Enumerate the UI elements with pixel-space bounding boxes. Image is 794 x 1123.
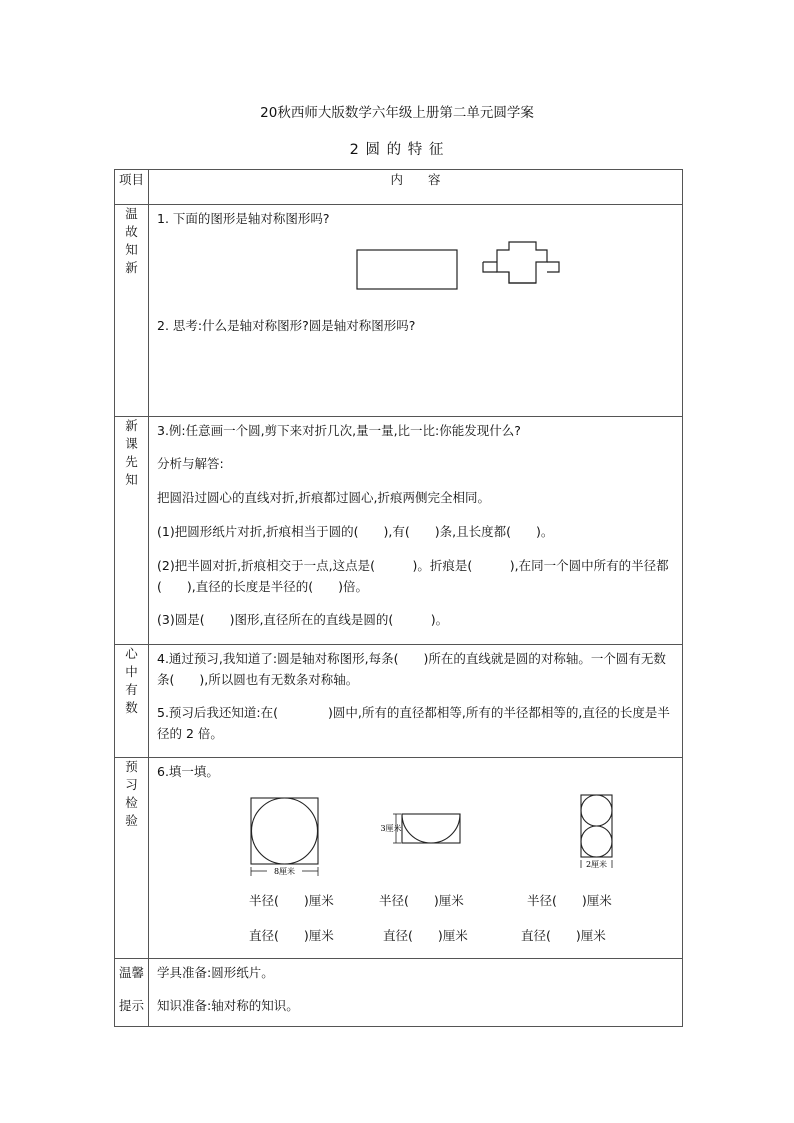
knowledge-prep: 知识准备:轴对称的知识。 [157,998,299,1013]
cross-figure-right-arm [547,262,559,272]
new-lesson-content-cell [149,417,683,645]
preview-test-row [115,758,683,959]
preview-test-label-cell [115,758,149,959]
fig3-dimension-label: 2厘米 [585,860,608,869]
figure-square-circle [251,798,318,876]
review-row [115,205,683,417]
fig2-dimension-label: 3厘米 [380,824,402,833]
fig1-radius-blank: 半径( )厘米 [249,893,334,908]
fig3-diameter-blank: 直径( )厘米 [521,928,606,943]
new-lesson-label-cell [115,417,149,645]
fig2-diameter-blank: 直径( )厘米 [383,928,468,943]
new-lesson-row [115,417,683,645]
question-6: 6.填一填。 [157,764,219,779]
worksheet-table [114,169,683,1027]
review-content-cell [149,205,683,417]
question-3: 3.例:任意画一个圆,剪下来对折几次,量一量,比一比:你能发现什么? [157,423,521,438]
analysis-heading: 分析与解答: [157,456,224,471]
fig1-diameter-blank: 直径( )厘米 [249,928,334,943]
fill-item-1: (1)把圆形纸片对折,折痕相当于圆的( ),有( )条,且长度都( )。 [157,524,554,539]
rectangle-figure [357,250,457,289]
new-lesson-label: 新课先知 [125,418,138,487]
in-mind-content-cell [149,645,683,758]
tips-row [115,959,683,1027]
in-mind-row [115,645,683,758]
preview-test-content-cell [149,758,683,959]
tips-label-top: 温馨 [118,965,144,980]
in-mind-label-cell [115,645,149,758]
review-label-cell [115,205,149,417]
cross-figure [497,242,547,283]
header-item-label: 项目 [118,172,144,187]
header-content-label: 内 容 [390,172,441,187]
cross-figure-bottom [509,272,536,283]
tips-content-cell [149,959,683,1027]
fill-item-3: (3)圆是( )图形,直径所在的直线是圆的( )。 [157,612,449,627]
preview-test-label: 预习检验 [125,759,138,828]
cross-figure-left-arm [483,262,497,272]
in-mind-label: 心中有数 [125,646,138,715]
review-label: 温故知新 [125,206,138,275]
header-row [115,170,683,205]
figure-semicircle-rectangle [380,814,460,843]
question-1: 1. 下面的图形是轴对称图形吗? [157,211,330,226]
tools-prep: 学具准备:圆形纸片。 [157,965,274,980]
tips-label-cell [115,959,149,1027]
fig3-radius-blank: 半径( )厘米 [527,893,612,908]
tips-label-bottom: 提示 [118,998,144,1013]
header-item-cell [115,170,149,205]
question-2: 2. 思考:什么是轴对称图形?圆是轴对称图形吗? [157,318,416,333]
figure-two-circles-rectangle [581,795,612,869]
question-4: 4.通过预习,我知道了:圆是轴对称图形,每条( )所在的直线就是圆的对称轴。一个圆有无数条( ),所以圆也有无数条对称轴。 [157,651,666,687]
fig2-radius-blank: 半径( )厘米 [379,893,464,908]
lesson-subtitle: 2 圆 的 特 征 [349,142,445,158]
fig1-dimension-label: 8厘米 [273,867,296,876]
review-figures [149,205,683,416]
document-title: 20秋西师大版数学六年级上册第二单元圆学案 [260,105,534,121]
question-5: 5.预习后我还知道:在( )圆中,所有的直径都相等,所有的半径都相等的,直径的长度是半径的 2 倍。 [157,705,670,741]
fill-item-2: (2)把半圆对折,折痕相交于一点,这点是( )。折痕是( ),在同一个圆中所有的半径都( ),直径的长度是半径的( )倍。 [157,558,669,594]
header-content-cell [149,170,683,205]
method-text: 把圆沿过圆心的直线对折,折痕都过圆心,折痕两侧完全相同。 [157,490,490,505]
